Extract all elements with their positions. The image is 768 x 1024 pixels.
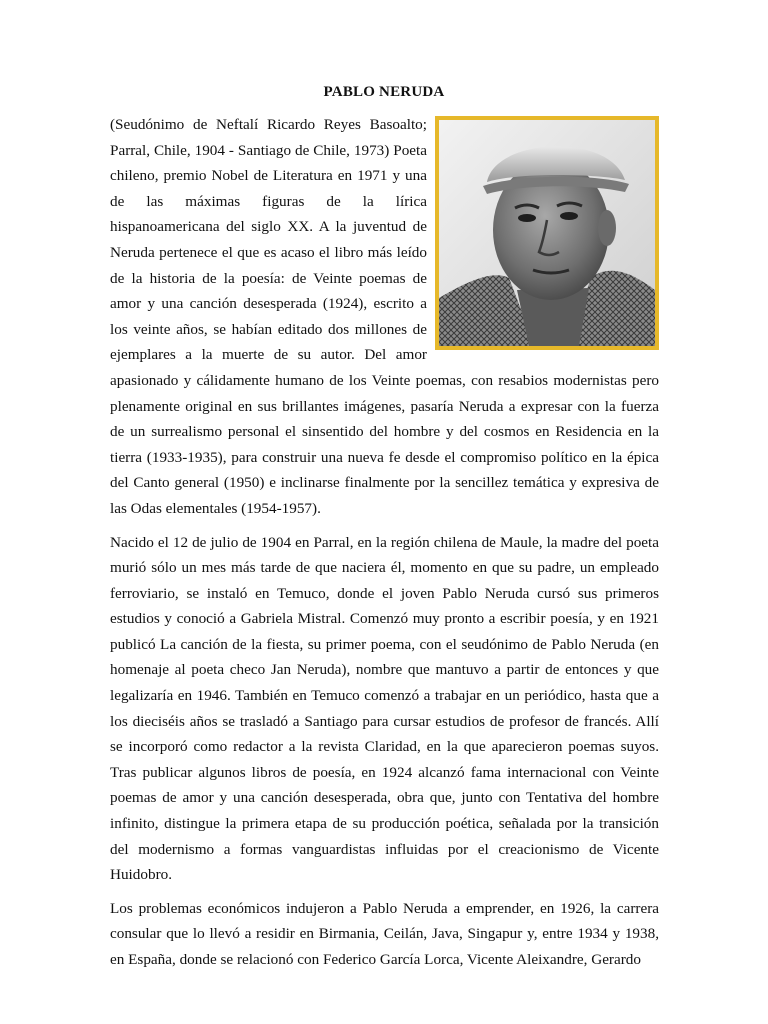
biography-paragraph-3: Los problemas económicos indujeron a Pablo Neruda a emprender, en 1926, la carrera consular que lo llevó a residir en Birmania, Ceilán, Java, Singapur y, entre 1934 y 1938, en España, donde se relacionó con Federico García Lorca, Vicente Aleixandre, Gerardo: [110, 899, 659, 968]
document-body: [110, 112, 659, 973]
portrait-photo: [435, 116, 659, 350]
biography-paragraph-1: (Seudónimo de Neftalí Ricardo Reyes Basoalto; Parral, Chile, 1904 - Santiago de Chile, 1973) Poeta chileno, premio Nobel de Literatura en 1971 y una de las máximas figuras de la lírica hispanoamericana del siglo XX. A la juventud de Neruda pertenece el que es acaso el libro más leído de la historia de la poesía: de Veinte poemas de amor y una canción desesperada (1924), escrito a los veinte años, se habían editado dos millones de ejemplares a la muerte de su autor. Del amor apasionado y cálidamente humano de los Veinte poemas, con resabios modernistas pero plenamente original en sus brillantes imágenes, pasaría Neruda a expresar con la fuerza de un surrealismo personal el sinsentido del hombre y del cosmos en Residencia en la tierra (1933-1935), para construir una nueva fe desde el compromiso político en la épica del Canto general (1950) e inclinarse finalmente por la sencillez temática y expresiva de las Odas elementales (1954-1957).: [110, 116, 659, 517]
portrait-image: [439, 120, 655, 346]
page-title: PABLO NERUDA: [323, 84, 445, 100]
biography-paragraph-2: Nacido el 12 de julio de 1904 en Parral, en la región chilena de Maule, la madre del poeta murió sólo un mes más tarde de que naciera él, momento en que su padre, un empleado ferroviario, se instaló en Temuco, donde el joven Pablo Neruda cursó sus primeros estudios y conoció a Gabriela Mistral. Comenzó muy pronto a escribir poesía, y en 1921 publicó La canción de la fiesta, su primer poema, con el seudónimo de Pablo Neruda (en homenaje al poeta checo Jan Neruda), nombre que mantuvo a partir de entonces y que legalizaría en 1946. También en Temuco comenzó a trabajar en un periódico, hasta que a los dieciséis años se trasladó a Santiago para cursar estudios de profesor de francés. Allí se incorporó como redactor a la revista Claridad, en la que aparecieron poemas suyos. Tras publicar algunos libros de poesía, en 1924 alcanzó fama internacional con Veinte poemas de amor y una canción desesperada, obra que, junto con Tentativa del hombre infinito, distingue la primera etapa de su producción poética, señalada por la transición del modernismo a formas vanguardistas influidas por el creacionismo de Vicente Huidobro.: [110, 533, 659, 884]
